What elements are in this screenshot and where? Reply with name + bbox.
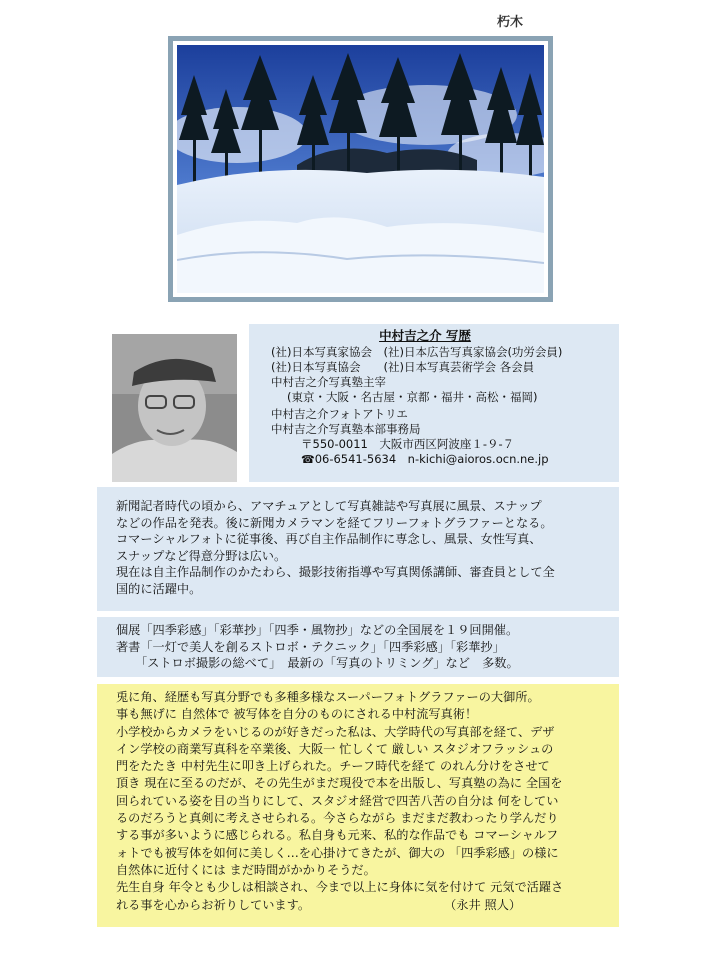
bio-line: (社)日本写真協会 (社)日本写真芸術学会 各会員	[271, 360, 535, 374]
biography-title: 中村吉之介 写歴	[379, 328, 471, 343]
career-line: コマーシャルフォトに従事後、再び自主作品制作に専念し、風景、女性写真、	[116, 532, 542, 546]
tribute-line: する事が多いように感じられる。私自身も元来、私的な作品でも コマーシャルフ	[116, 828, 559, 843]
career-line: 国的に活躍中。	[116, 581, 202, 596]
tribute-text	[97, 684, 619, 927]
works-summary	[97, 617, 619, 677]
bio-line: (東京・大阪・名古屋・京都・福井・高松・福岡)	[287, 390, 538, 404]
biography-panel	[249, 324, 619, 482]
address-line: 〒550-0011 大阪市西区阿波座１-９-７	[301, 437, 515, 451]
tribute-line: 小学校からカメラをいじるのが好きだった私は、大学時代の写真部を経て、デザ	[116, 724, 555, 739]
works-line: 「ストロボ撮影の総べて」 最新の「写真のトリミング」など 多数。	[135, 656, 519, 670]
tribute-line: れる事を心からお祈りしています。 （永井 照人）	[116, 897, 522, 912]
tribute-line: イン学校の商業写真科を卒業後、大阪一 忙しくて 厳しい スタジオフラッシュの	[116, 741, 554, 756]
tribute-line: 事も無げに 自然体で 被写体を自分のものにされる中村流写真術！	[116, 707, 478, 722]
career-summary	[97, 487, 619, 611]
career-line: 現在は自主作品制作のかたわら、撮影技術指導や写真関係講師、審査員として全	[116, 565, 555, 579]
portrait-photo	[112, 334, 237, 482]
tribute-line: 回られている姿を目の当りにして、スタジオ経営で四苦八苦の自分は 何をしてい	[116, 793, 559, 808]
career-line: などの作品を発表。後に新聞カメラマンを経てフリーフォトグラファーとなる。	[116, 515, 553, 530]
tribute-line: 頂き 現在に至るのだが、その先生がまだ現役で本を出版し、写真塾の為に 全国を	[116, 776, 563, 791]
career-line: スナップなど得意分野は広い。	[116, 548, 287, 563]
bio-line: 中村吉之介フォトアトリエ	[271, 407, 408, 421]
works-line: 個展「四季彩感」「彩華抄」「四季・風物抄」などの全国展を１９回開催。	[116, 623, 519, 637]
tribute-line: るのだろうと真剣に考えさせられる。今さらながら まだまだ教わったり学んだり	[116, 811, 559, 826]
works-line: 著書「一灯で美人を創るストロボ・テクニック」「四季彩感」「彩華抄」	[116, 639, 505, 654]
contact-text: 06-6541-5634 n-kichi@aioros.ocn.ne.jp	[314, 452, 549, 466]
bio-line: 中村吉之介写真塾本部事務局	[271, 422, 421, 436]
tribute-line: 自然体に近付くには まだ時間がかかりそうだ。	[116, 862, 376, 877]
tribute-line: 兎に角、経歴も写真分野でも多種多様なスーパーフォトグラファーの大御所。	[116, 690, 540, 704]
bio-line: (社)日本写真家協会 (社)日本広告写真家協会(功労会員)	[271, 345, 563, 359]
tribute-line: ォトでも被写体を如何に美しく…を心掛けてきたが、御大の 「四季彩感」の様に	[116, 845, 559, 860]
bio-line: 中村吉之介写真塾主宰	[271, 375, 386, 389]
photo-caption: 朽木	[497, 15, 524, 30]
telephone-icon: ☎	[301, 453, 315, 466]
contact-line	[271, 452, 619, 467]
tribute-line: 門をたたき 中村先生に叩き上げられた。チーフ時代を経て のれん分けをさせて	[116, 759, 550, 774]
snow-landscape-photo	[168, 36, 553, 302]
career-line: 新聞記者時代の頃から、アマチュアとして写真雑誌や写真展に風景、スナップ	[116, 499, 542, 513]
tribute-line: 先生自身 年令とも少しは相談され、今まで以上に身体に気を付けて 元気で活躍さ	[116, 880, 564, 895]
portrait-image	[112, 334, 237, 482]
snow-trees-image	[177, 45, 544, 293]
